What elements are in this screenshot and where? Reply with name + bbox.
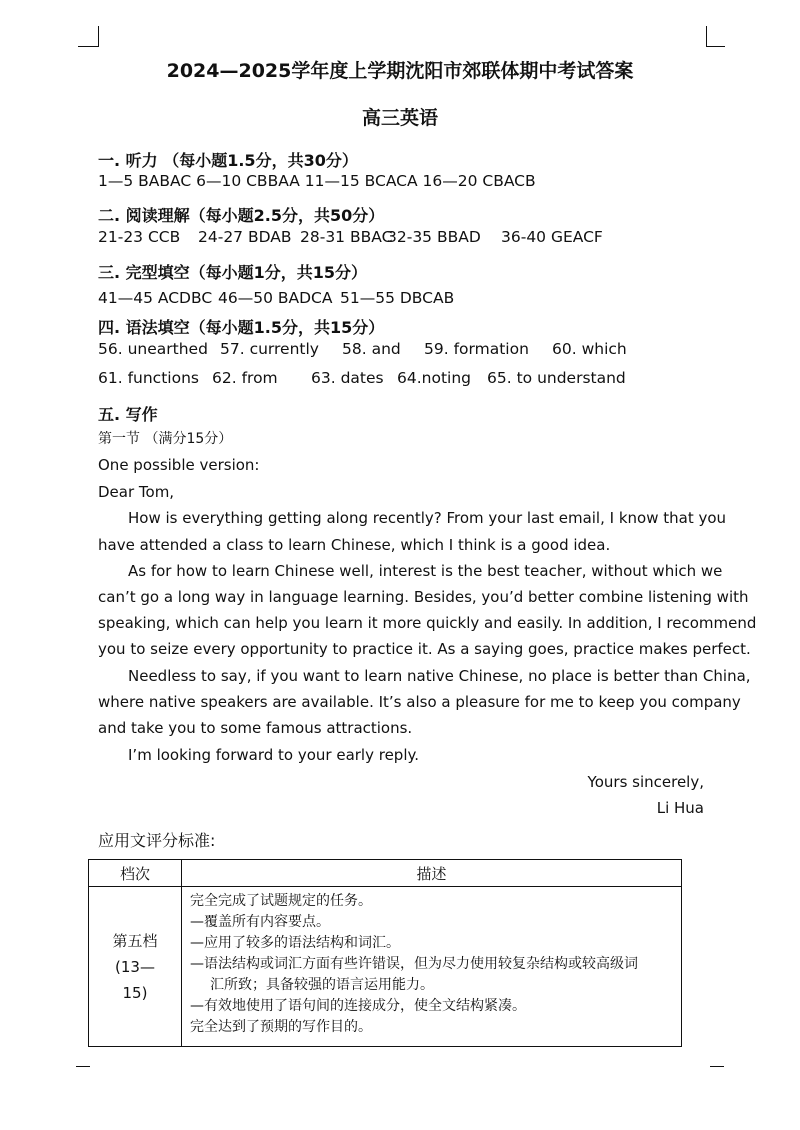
rubric-col-level: 档次 (89, 860, 182, 887)
writing-part-label: 第一节 （满分15分） (98, 431, 233, 447)
reading-answer: 28-31 BBAC (300, 228, 393, 246)
letter-line: As for how to learn Chinese well, interest is the best teacher, without which we (128, 562, 723, 580)
rubric-item: —覆盖所有内容要点。 (190, 914, 330, 930)
rubric-table (88, 859, 682, 1047)
grammar-heading: 四. 语法填空（每小题1.5分，共15分） (98, 318, 385, 337)
page-subtitle: 高三英语 (361, 107, 438, 129)
rubric-item: —应用了较多的语法结构和词汇。 (190, 935, 400, 951)
letter-closing: Yours sincerely, (587, 773, 704, 791)
grammar-answer: 56. unearthed (98, 340, 208, 358)
crop-mark-bottom-right (710, 1066, 724, 1067)
rubric-row (89, 887, 682, 1047)
rubric-heading: 应用文评分标准: (98, 831, 216, 850)
cloze-answer: 51—55 DBCAB (340, 289, 455, 307)
letter-line: can’t go a long way in language learning. Besides, you’d better combine listening with (98, 588, 749, 606)
rubric-item: 完全完成了试题规定的任务。 (190, 893, 372, 909)
letter-line: speaking, which can help you learn it more quickly and easily. In addition, I recommend (98, 614, 757, 632)
reading-answer: 24-27 BDAB (198, 228, 292, 246)
listening-heading: 一. 听力 （每小题1.5分，共30分） (98, 151, 358, 170)
rubric-level-cell (89, 887, 182, 1047)
cloze-heading: 三. 完型填空（每小题1分，共15分） (98, 263, 368, 282)
rubric-header-row (89, 860, 682, 887)
grammar-answer: 60. which (552, 340, 627, 358)
grammar-answer: 61. functions (98, 369, 199, 387)
rubric-item: 完全达到了预期的写作目的。 (190, 1019, 372, 1035)
version-label: One possible version: (98, 456, 260, 474)
letter-line: have attended a class to learn Chinese, which I think is a good idea. (98, 536, 611, 554)
rubric-item: —有效地使用了语句间的连接成分，使全文结构紧凑。 (190, 998, 526, 1014)
crop-mark-top-right (706, 26, 725, 47)
letter-signature: Li Hua (656, 799, 704, 817)
grammar-answer: 57. currently (220, 340, 319, 358)
rubric-level-range: 15) (122, 983, 148, 1002)
grammar-answer: 59. formation (424, 340, 529, 358)
crop-mark-top-left (78, 26, 99, 47)
rubric-col-description: 描述 (182, 860, 682, 887)
grammar-answer: 58. and (342, 340, 401, 358)
reading-answer: 21-23 CCB (98, 228, 181, 246)
letter-line: I’m looking forward to your early reply. (128, 746, 420, 764)
letter-line: Needless to say, if you want to learn native Chinese, no place is better than China, (128, 667, 751, 685)
grammar-answer: 62. from (212, 369, 278, 387)
reading-heading: 二. 阅读理解（每小题2.5分，共50分） (98, 206, 385, 225)
reading-answer: 32-35 BBAD (387, 228, 481, 246)
grammar-answer: 65. to understand (487, 369, 626, 387)
rubric-level-range: (13— (115, 957, 155, 976)
letter-line: where native speakers are available. It’s also a pleasure for me to keep you company (98, 693, 741, 711)
letter-line: and take you to some famous attractions. (98, 719, 413, 737)
letter-line: How is everything getting along recently? From your last email, I know that you (128, 509, 727, 527)
grammar-answer: 64.noting (397, 369, 472, 387)
cloze-answer: 41—45 ACDBC (98, 289, 213, 307)
letter-line: you to seize every opportunity to practice it. As a saying goes, practice makes perfect. (98, 640, 751, 658)
listening-answers: 1—5 BABAC 6—10 CBBAA 11—15 BCACA 16—20 CBACB (98, 172, 536, 190)
rubric-level-name: 第五档 (112, 931, 158, 950)
cloze-answer: 46—50 BADCA (218, 289, 333, 307)
grammar-answer: 63. dates (311, 369, 384, 387)
rubric-item: 汇所致；具备较强的语言运用能力。 (210, 977, 434, 993)
letter-greeting: Dear Tom, (98, 483, 175, 501)
reading-answer: 36-40 GEACF (501, 228, 603, 246)
crop-mark-bottom-left (76, 1066, 90, 1067)
page-title: 2024—2025学年度上学期沈阳市郊联体期中考试答案 (166, 60, 634, 82)
rubric-item: —语法结构或词汇方面有些许错误，但为尽力使用较复杂结构或较高级词 (190, 956, 638, 972)
rubric-description-cell (182, 887, 682, 1047)
writing-heading: 五. 写作 (98, 405, 158, 424)
